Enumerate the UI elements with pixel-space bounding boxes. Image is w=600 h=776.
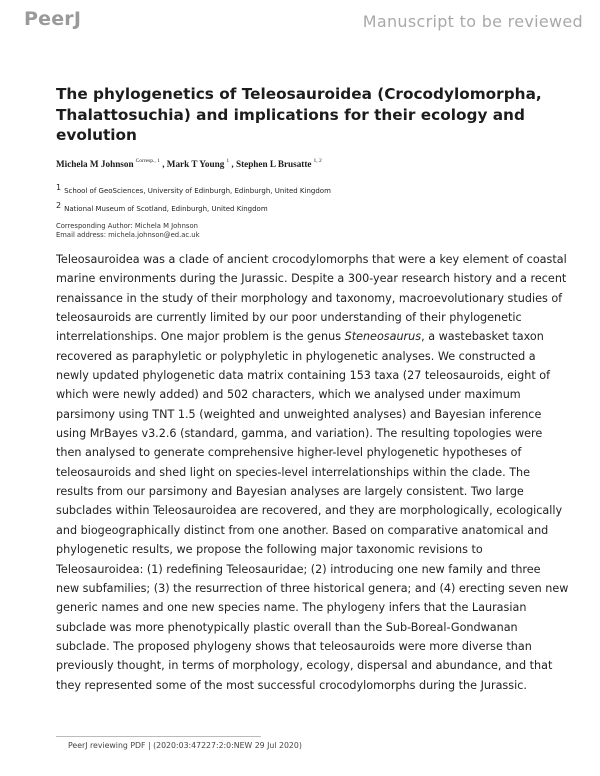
author-name: Stephen L Brusatte: [235, 159, 312, 169]
footer-text: PeerJ reviewing PDF | (2020:03:47227:2:0:NEW 29 Jul 2020): [68, 741, 302, 750]
author-affiliation-marker: 1, 2: [313, 158, 322, 164]
corresponding-author: Corresponding Author: Michela M Johnson: [56, 222, 198, 230]
affiliation-number: 2: [56, 201, 62, 210]
abstract-line: new subfamilies; (3) the resurrection of three historical genera; and (4) erecting seven new: [56, 581, 569, 595]
abstract-line: using MrBayes v3.2.6 (standard, gamma, and variation). The resulting topologies were: [56, 427, 543, 441]
abstract-line: teleosauroids are currently limited by our poor understanding of their phylogenetic: [56, 311, 522, 325]
affiliation-text: National Museum of Scotland, Edinburgh, United Kingdom: [64, 205, 268, 213]
affiliation: [56, 183, 331, 195]
abstract: [56, 250, 576, 695]
affiliation-text: School of GeoSciences, University of Edinburgh, Edinburgh, United Kingdom: [64, 187, 331, 195]
abstract-line: and biogeographically distinct from one another. Based on comparative anatomical and: [56, 523, 549, 537]
abstract-line: newly updated phylogenetic data matrix containing 153 taxa (27 teleosauroids, eight of: [56, 369, 551, 383]
paper-title: The phylogenetics of Teleosauroidea (Crocodylomorpha, Thalattosuchia) and implications for their ecology and evolution: [56, 85, 542, 144]
email-address: Email address: michela.johnson@ed.ac.uk: [56, 231, 200, 239]
abstract-line: previously thought, in terms of morphology, ecology, dispersal and abundance, and that: [56, 659, 553, 673]
abstract-line: Teleosauroidea was a clade of ancient crocodylomorphs that were a key element of coastal: [56, 253, 567, 266]
author-affiliation-marker: 1: [226, 158, 230, 164]
affiliation: [56, 201, 268, 213]
abstract-line: subclade was more phenotypically plastic overall than the Sub-Boreal-Gondwanan: [56, 620, 518, 634]
peerj-logo: PeerJ: [24, 8, 82, 30]
manuscript-status: Manuscript to be reviewed: [362, 12, 583, 31]
abstract-line: then analysed to generate comprehensive higher-level phylogenetic hypotheses of: [56, 446, 522, 460]
author-name: Michela M Johnson: [56, 159, 134, 169]
abstract-line: subclades within Teleosauroidea are recovered, and they are morphologically, ecologically: [56, 504, 563, 518]
author-affiliation-marker: Corresp., 1: [135, 158, 160, 164]
footer-divider: [56, 736, 261, 737]
abstract-line: results from our parsimony and Bayesian analyses are largely consistent. Two large: [56, 485, 524, 499]
abstract-text: , a wastebasket taxon: [421, 330, 544, 344]
abstract-line: recovered as paraphyletic or polyphyletic in phylogenetic analyses. We constructed a: [56, 349, 536, 363]
abstract-line: Teleosauroidea: (1) redefining Teleosauridae; (2) introducing one new family and three: [56, 562, 541, 576]
abstract-line: parsimony using TNT 1.5 (weighted and unweighted analyses) and Bayesian inference: [56, 407, 542, 421]
author-name: Mark T Young: [166, 159, 225, 169]
abstract-line: they represented some of the most successful crocodylomorphs during the Jurassic.: [56, 678, 527, 692]
genus-name: Steneosaurus: [344, 330, 422, 344]
abstract-line: [56, 327, 576, 346]
abstract-line: which were newly added) and 502 characters, which we analysed under maximum: [56, 388, 521, 402]
abstract-line: renaissance in the study of their morphology and taxonomy, macroevolutionary studies of: [56, 291, 563, 305]
abstract-line: subclade. The proposed phylogeny shows that teleosauroids were more diverse than: [56, 639, 532, 653]
abstract-line: phylogenetic results, we propose the following major taxonomic revisions to: [56, 543, 483, 557]
abstract-line: generic names and one new species name. The phylogeny infers that the Laurasian: [56, 601, 527, 615]
abstract-line: marine environments during the Jurassic. Despite a 300-year research history and a recent: [56, 272, 567, 286]
abstract-text: interrelationships. One major problem is the genus: [56, 330, 342, 344]
author-list: Michela M Johnson $^{Corresp., 1}$ , Mark T Young $^1$ , Stephen L Brusatte $^{1, 2}$: [56, 158, 322, 169]
affiliation-number: 1: [56, 183, 62, 192]
abstract-line: teleosauroids and shed light on species-level interrelationships within the clade. The: [56, 465, 530, 479]
